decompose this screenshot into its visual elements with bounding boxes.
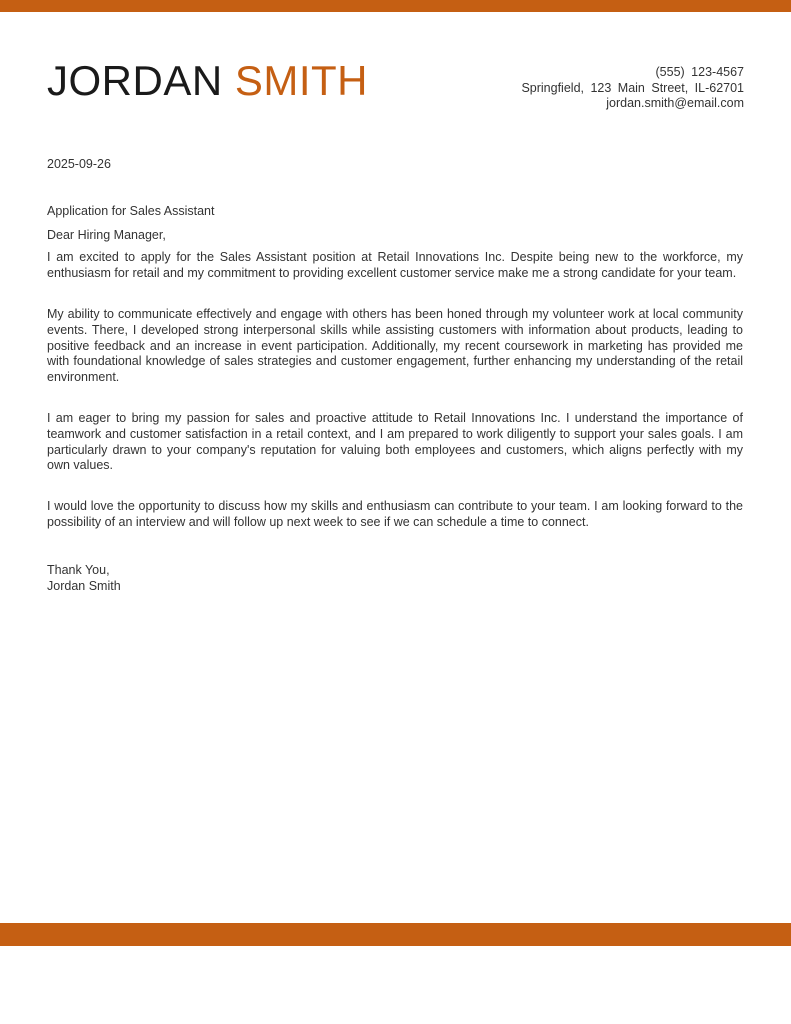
first-name: JORDAN <box>47 57 223 104</box>
letter-body <box>47 157 743 594</box>
salutation: Dear Hiring Manager, <box>47 227 166 242</box>
letter-date: 2025-09-26 <box>47 157 111 171</box>
last-name: SMITH <box>234 57 369 104</box>
applicant-name <box>47 58 368 104</box>
bottom-accent-bar <box>0 923 791 946</box>
email-address: jordan.smith@email.com <box>606 96 744 110</box>
letter-subject: Application for Sales Assistant <box>47 203 215 218</box>
phone-number: (555) 123-4567 <box>655 65 744 79</box>
paragraph-3: I am eager to bring my passion for sales and proactive attitude to Retail Innovations Inc. I understand the importance of teamwork and customer satisfaction in a retail context, and I am prepared to work diligently to support your sales goals. I am particularly drawn to your company's reputation for valuing both employees and customers, which aligns perfectly with my own values. <box>47 410 743 473</box>
signature-name: Jordan Smith <box>47 578 121 593</box>
paragraph-1: I am excited to apply for the Sales Assistant position at Retail Innovations Inc. Despite being new to the workforce, my enthusiasm for retail and my commitment to providing excellent customer service make me a strong candidate for your team. <box>47 250 743 281</box>
paragraph-2: My ability to communicate effectively and engage with others has been honed through my volunteer work at local community events. There, I developed strong interpersonal skills while assisting customers with information about products, leading to positive feedback and an increase in event participation. Additionally, my recent coursework in marketing has provided me with foundational knowledge of sales strategies and customer engagement, further enhancing my understanding of the retail environment. <box>47 306 743 385</box>
top-accent-bar <box>0 0 791 12</box>
contact-block <box>521 65 744 112</box>
closing: Thank You, <box>47 562 110 577</box>
paragraph-4: I would love the opportunity to discuss how my skills and enthusiasm can contribute to your team. I am looking forward to the possibility of an interview and will follow up next week to see if we can schedule a time to connect. <box>47 499 743 529</box>
address: Springfield, 123 Main Street, IL-62701 <box>521 80 744 95</box>
